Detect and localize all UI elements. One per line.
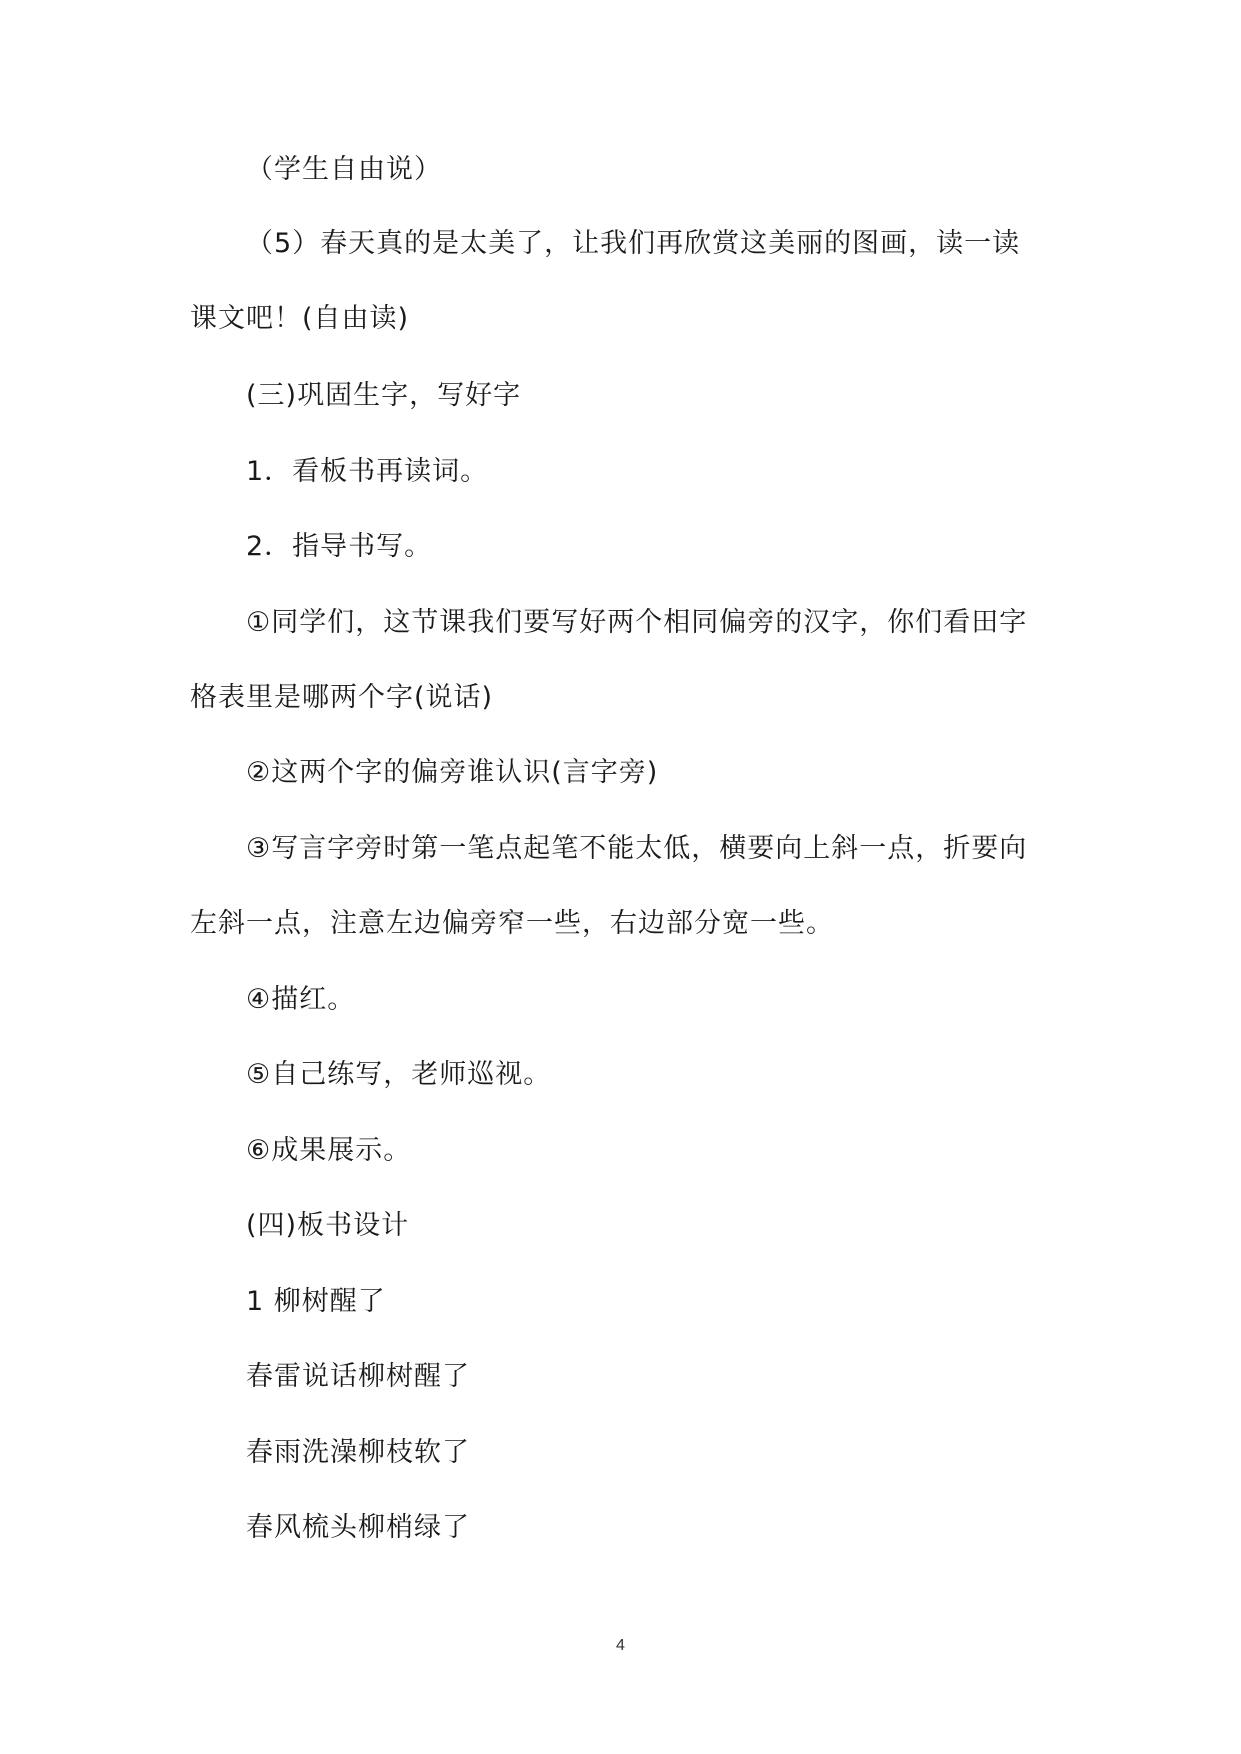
paragraph-line: 格表里是哪两个字(说话)	[190, 682, 494, 713]
board-line: 春雨洗澡柳枝软了	[246, 1437, 470, 1468]
paragraph-line: （学生自由说）	[246, 154, 442, 185]
section-heading: (四)板书设计	[246, 1210, 410, 1241]
list-item: ②这两个字的偏旁谁认识(言字旁)	[246, 757, 659, 788]
list-item: ⑥成果展示。	[246, 1135, 412, 1166]
list-item: ④描红。	[246, 984, 356, 1015]
list-item: ⑤自己练写，老师巡视。	[246, 1059, 552, 1090]
paragraph-line: 左斜一点，注意左边偏旁窄一些，右边部分宽一些。	[190, 908, 834, 939]
list-item: ①同学们，这节课我们要写好两个相同偏旁的汉字，你们看田字	[246, 607, 1028, 638]
section-heading: (三)巩固生字，写好字	[246, 380, 522, 411]
board-line: 春雷说话柳树醒了	[246, 1361, 470, 1392]
paragraph-line: 课文吧！(自由读)	[190, 303, 410, 334]
list-item: 2．指导书写。	[246, 531, 433, 562]
paragraph-line: （5）春天真的是太美了，让我们再欣赏这美丽的图画，读一读	[246, 228, 1021, 259]
page-number: 4	[616, 1637, 625, 1654]
list-item: 1．看板书再读词。	[246, 456, 489, 487]
board-line: 春风梳头柳梢绿了	[246, 1512, 470, 1543]
board-title: 1 柳树醒了	[246, 1286, 386, 1317]
list-item: ③写言字旁时第一笔点起笔不能太低，横要向上斜一点，折要向	[246, 833, 1028, 864]
